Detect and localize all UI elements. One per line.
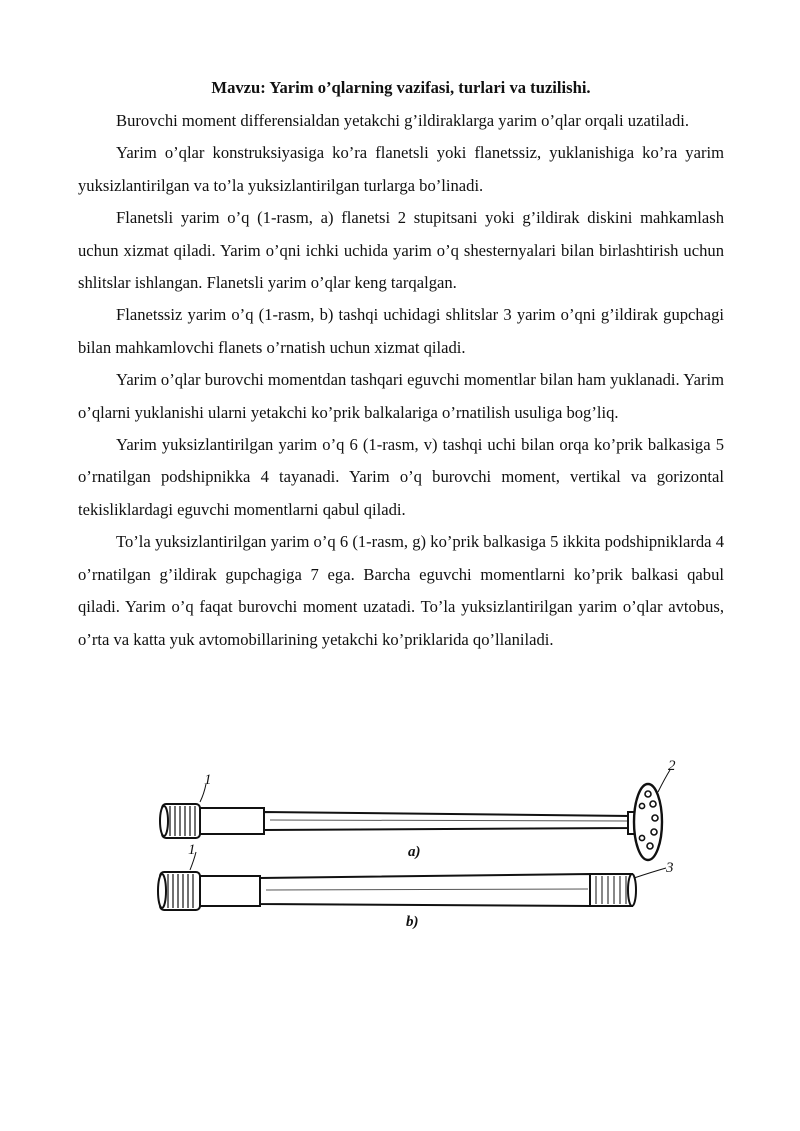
- callout-3: 3: [666, 860, 674, 876]
- callout-1-a: 1: [204, 772, 212, 788]
- paragraph: Flanetssiz yarim o’q (1-rasm, b) tashqi uchidagi shlitslar 3 yarim o’qni g’ildirak gupchagi bilan mahkamlovchi flanets o’rnatish uchun xizmat qiladi.: [78, 305, 724, 357]
- document-title: Mavzu: Yarim o’qlarning vazifasi, turlari va tuzilishi.: [211, 78, 591, 97]
- paragraph: Yarim o’qlar konstruksiyasiga ko’ra flanetsli yoki flanetssiz, yuklanishiga ko’ra yarim yuksizlantirilgan va to’la yuksizlantirilgan turlarga bo’linadi.: [78, 143, 724, 195]
- paragraph: Burovchi moment differensialdan yetakchi g’ildiraklarga yarim o’qlar orqali uzatiladi.: [116, 111, 690, 130]
- sublabel-a: a): [408, 844, 421, 860]
- paragraph: Yarim yuksizlantirilgan yarim o’q 6 (1-rasm, v) tashqi uchi bilan orqa ko’prik balkasiga 5 o’rnatilgan podshipnikka 4 tayanadi. Yarim o’q burovchi moment, vertikal va gorizontal tekisliklardagi eguvchi momentlarni qabul qiladi.: [78, 435, 724, 519]
- flanged-axle-shaft: [160, 758, 676, 860]
- axle-shafts-illustration: [150, 758, 695, 936]
- sublabel-b: b): [406, 914, 419, 930]
- document-body: [78, 105, 724, 656]
- callout-2: 2: [668, 758, 676, 774]
- axle-shafts-figure: [150, 758, 695, 936]
- callout-1-b: 1: [188, 842, 196, 858]
- paragraph: Flanetsli yarim o’q (1-rasm, a) flanetsi 2 stupitsani yoki g’ildirak diskini mahkamlash uchun xizmat qiladi. Yarim o’qni ichki uchida yarim o’q shesternyalari bilan birlashtirish uchun shlitslar ishlangan. Flanetsli yarim o’qlar keng tarqalgan.: [78, 208, 724, 293]
- paragraph: Yarim o’qlar burovchi momentdan tashqari eguvchi momentlar bilan ham yuklanadi. Yarim o’qlarni yuklanishi ularni yetakchi ko’prik balkalariga o’rnatilish usuliga bog’liq.: [78, 370, 724, 422]
- paragraph: To’la yuksizlantirilgan yarim o’q 6 (1-rasm, g) ko’prik balkasiga 5 ikkita podshipniklarda 4 o’rnatilgan g’ildirak gupchagiga 7 ega. Barcha eguvchi momentlarni ko’prik balkasi qabul qiladi. Yarim o’q faqat burovchi moment uzatadi. To’la yuksizlantirilgan yarim o’qlar avtobus, o’rta va katta yuk avtomobillarining yetakchi ko’priklarida qo’llaniladi.: [78, 532, 724, 649]
